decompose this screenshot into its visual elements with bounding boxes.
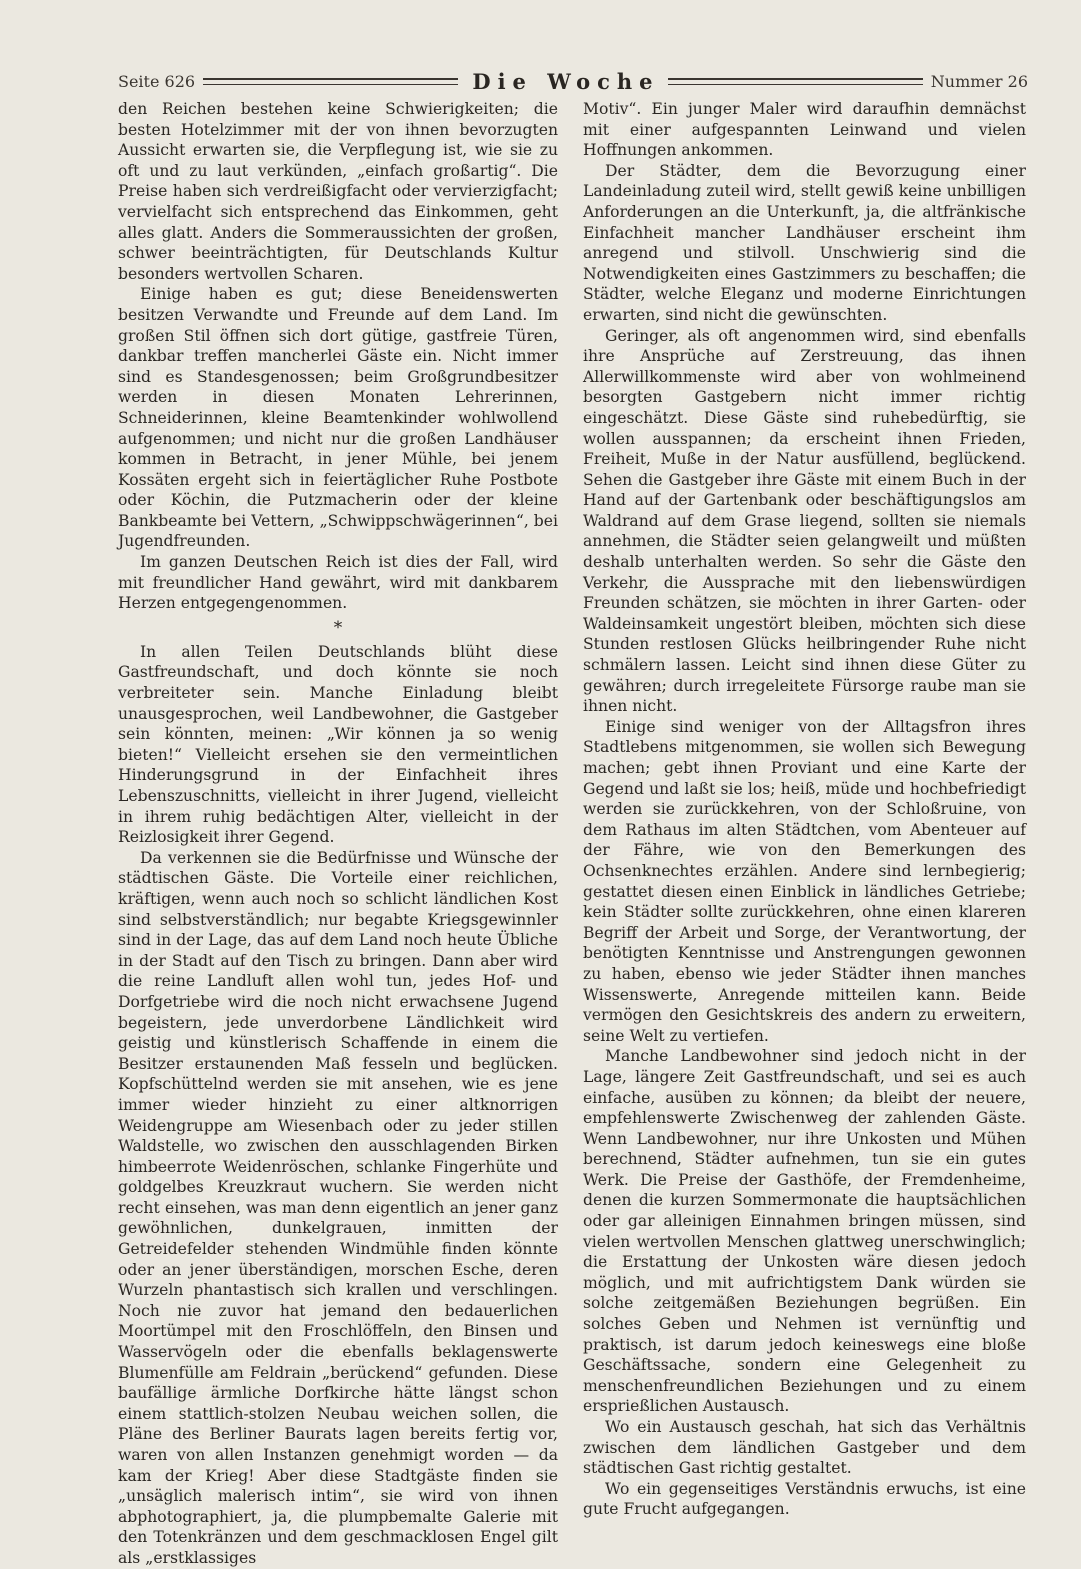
page-number: Seite 626 (118, 71, 196, 91)
paragraph: Da verkennen sie die Bedürfnisse und Wünsche der städtischen Gäste. Die Vorteile einer reichlichen, kräftigen, wenn auch noch so schlicht ländlichen Kost sind selbstverständlich; nur begabte Kriegsgewinnler sind in der Lage, das auf dem Land noch heute Übliche in der Stadt auf den Tisch zu bringen. Dann aber wird die reine Landluft allen wohl tun, jedes Hof- und Dorfgetriebe wird die noch nicht erwachsene Jugend begeistern, jede unverdorbene Ländlichkeit wird geistig und künstlerisch Schaffende in einem die Besitzer erstaunenden Maß fesseln und beglücken. Kopfschüttelnd werden sie mit ansehen, wie es jene immer wieder hinzieht zu einer altknorrigen Weidengruppe am Wiesenbach oder zu jeder stillen Waldstelle, wo zwischen den ausschlagenden Birken himbeerrote Weidenröschen, schlanke Fingerhüte und goldgelbes Kreuzkraut wuchern. Sie werden nicht recht einsehen, was man denn eigentlich an jener ganz gewöhnlichen, dunkelgrauen, inmitten der Getreidefelder stehenden Windmühle finden könnte oder an jener überständigen, morschen Esche, deren Wurzeln phantastisch sich krallen und verschlingen. Noch nie zuvor hat jemand den bedauerlichen Moortümpel mit den Froschlöffeln, den Binsen und Wasservögeln oder die ebenfalls beklagenswerte Blumenfülle am Feldrain „berückend“ gefunden. Diese baufällige ärmliche Dorfkirche hätte längst schon einem stattlich-stolzen Neubau weichen sollen, die Pläne des Berliner Baurats lagen bereits fertig vor, waren von allen Instanzen genehmigt worden — da kam der Krieg! Aber diese Stadtgäste finden sie „unsäglich malerisch intim“, sie wird von ihnen abphotographiert, ja, die plumpbemalte Galerie mit den Totenkränzen und dem geschmacklosen Engel gilt als „erstklassiges (118, 848, 558, 1567)
page-header (118, 66, 1028, 96)
paragraph: In allen Teilen Deutschlands blüht diese Gastfreundschaft, und doch könnte sie noch verbreiteter sein. Manche Einladung bleibt unausgesprochen, weil Landbewohner, die Gastgeber sein könnten, meinen: „Wir können ja so wenig bieten!“ Vielleicht ersehen sie den vermeintlichen Hinderungsgrund in der Einfachheit ihres Lebenszuschnitts, vielleicht in ihrer Jugend, vielleicht in ihrem ruhig bedächtigen Alter, vielleicht in der Reizlosigkeit ihrer Gegend. (118, 642, 558, 847)
section-separator: * (333, 617, 343, 638)
issue-number: Nummer 26 (930, 71, 1029, 91)
right-column (583, 99, 1026, 1520)
header-rule-right (668, 78, 923, 85)
paragraph: Einige haben es gut; diese Beneidenswerten besitzen Verwandte und Freunde auf dem Land. Im großen Stil öffnen sich dort gütige, gastfreie Türen, dankbar treffen mancherlei Gäste ein. Nicht immer sind es Standesgenossen; beim Großgrundbesitzer werden in diesen Monaten Lehrerinnen, Schneiderinnen, kleine Beamtenkinder wohlwollend aufgenommen; und nicht nur die großen Landhäuser kommen in Betracht, in jener Mühle, bei jenem Kossäten ergeht sich in feiertäglicher Ruhe Postbote oder Köchin, die Putzmacherin oder der kleine Bankbeamte bei Vettern, „Schwippschwägerinnen“, bei Jugendfreunden. (118, 285, 558, 551)
paragraph: Manche Landbewohner sind jedoch nicht in der Lage, längere Zeit Gastfreundschaft, und sei es auch einfache, ausüben zu können; da bleibt der neuere, empfehlenswerte Zwischenweg der zahlenden Gäste. Wenn Landbewohner, nur ihre Unkosten und Mühen berechnend, Städter aufnehmen, tun sie ein gutes Werk. Die Preise der Gasthöfe, der Fremdenheime, denen die kurzen Sommermonate die hauptsächlichen oder gar alleinigen Einnahmen bringen müssen, sind vielen wertvollen Menschen glattweg unerschwinglich; die Erstattung der Unkosten wäre diesen jedoch möglich, und mit aufrichtigstem Dank würden sie solche zeitgemäßen Beziehungen begrüßen. Ein solches Geben und Nehmen ist vernünftig und praktisch, ist darum jedoch keineswegs eine bloße Geschäftssache, sondern eine Gelegenheit zu menschenfreundlichen Beziehungen und zu einem ersprießlichen Austausch. (583, 1047, 1026, 1416)
publication-title: Die Woche (472, 68, 660, 94)
left-column (118, 99, 558, 1569)
header-rule-left (203, 78, 458, 85)
paragraph: Wo ein Austausch geschah, hat sich das Verhältnis zwischen dem ländlichen Gastgeber und dem städtischen Gast richtig gestaltet. (583, 1418, 1026, 1478)
paragraph: den Reichen bestehen keine Schwierigkeiten; die besten Hotelzimmer mit der von ihnen bevorzugten Aussicht erwarten sie, die Verpflegung ist, wie sie zu oft und zu laut verkünden, „einfach großartig“. Die Preise haben sich verdreißigfacht oder vervierzigfacht; vervielfacht sich entsprechend das Einkommen, geht alles glatt. Anders die Sommeraussichten der großen, schwer beeinträchtigten, für Deutschlands Kultur besonders wertvollen Scharen. (118, 100, 558, 283)
paragraph: Einige sind weniger von der Alltagsfron ihres Stadtlebens mitgenommen, sie wollen sich Bewegung machen; gebt ihnen Proviant und eine Karte der Gegend und laßt sie los; heiß, müde und hochbefriedigt werden sie zurückkehren, von der Schloßruine, von dem Rathaus im alten Städtchen, vom Abenteuer auf der Fähre, wie von den Bemerkungen des Ochsenknechtes erzählen. Andere sind lernbegierig; gestattet diesen einen Einblick in ländliches Getriebe; kein Städter sollte zurückkehren, ohne einen klareren Begriff der Arbeit und Sorge, der Verantwortung, der benötigten Kenntnisse und Anstrengungen gewonnen zu haben, ebenso wie jeder Städter ihnen manches Wissenswerte, Anregende mitteilen kann. Beide vermögen den Gesichtskreis des andern zu erweitern, seine Welt zu vertiefen. (583, 717, 1026, 1045)
paragraph: Wo ein gegenseitiges Verständnis erwuchs, ist eine gute Frucht aufgegangen. (583, 1479, 1026, 1519)
paragraph: Geringer, als oft angenommen wird, sind ebenfalls ihre Ansprüche auf Zerstreuung, das ihnen Allerwillkommenste wird aber von wohlmeinend besorgten Gastgebern nicht immer richtig eingeschätzt. Diese Gäste sind ruhebedürftig, sie wollen ausspannen; da erscheint ihnen Frieden, Freiheit, Muße in der Natur ausfüllend, beglückend. Sehen die Gastgeber ihre Gäste mit einem Buch in der Hand auf der Gartenbank oder beschäftigungslos am Waldrand auf dem Grase liegend, sollten sie niemals annehmen, die Städter seien gelangweilt und müßten deshalb unterhalten werden. So sehr die Gäste den Verkehr, die Aussprache mit den liebenswürdigen Freunden schätzen, sie möchten in ihrer Garten- oder Waldeinsamkeit ungestört bleiben, möchten sich diese Stunden restlosen Glücks heilbringender Ruhe nicht schmälern lassen. Leicht sind ihnen diese Güter zu gewähren; durch irregeleitete Fürsorge raube man sie ihnen nicht. (583, 326, 1026, 716)
paragraph: Der Städter, dem die Bevorzugung einer Landeinladung zuteil wird, stellt gewiß keine unbilligen Anforderungen an die Unterkunft, ja, die altfränkische Einfachheit mancher Landhäuser erscheint ihm anregend und stilvoll. Unschwierig sind die Notwendigkeiten eines Gastzimmers zu beschaffen; die Städter, welche Eleganz und moderne Einrichtungen erwarten, sind nicht die gewünschten. (583, 161, 1026, 324)
paragraph: Im ganzen Deutschen Reich ist dies der Fall, wird mit freundlicher Hand gewährt, wird mit dankbarem Herzen entgegengenommen. (118, 553, 558, 613)
paragraph: Motiv“. Ein junger Maler wird daraufhin demnächst mit einer aufgespannten Leinwand und vielen Hoffnungen ankommen. (583, 100, 1026, 160)
